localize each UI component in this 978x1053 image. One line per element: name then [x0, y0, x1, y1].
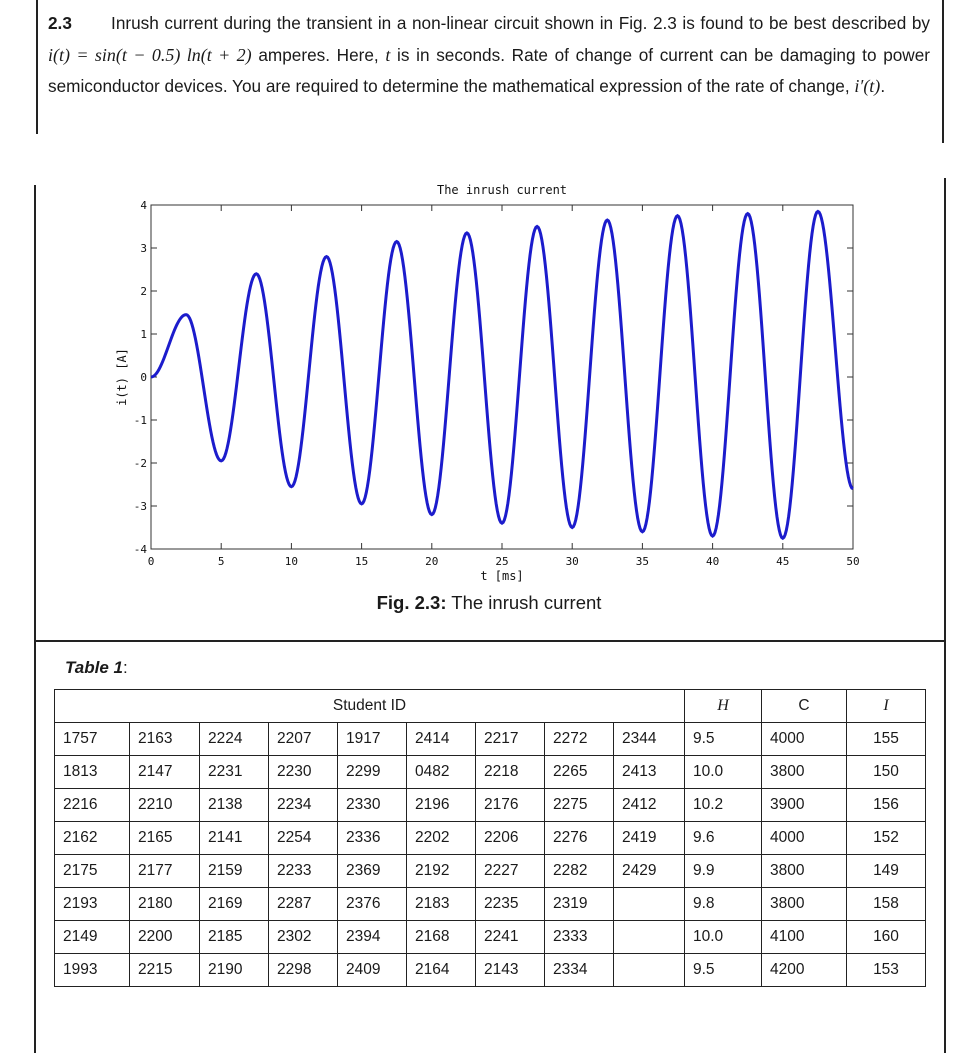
x-tick-label: 10	[284, 555, 299, 568]
student-id-cell: 2233	[269, 855, 338, 888]
table-header-row	[55, 690, 926, 723]
i-value-cell: 160	[847, 921, 926, 954]
h-value-cell: 9.9	[685, 855, 762, 888]
student-id-cell: 2206	[476, 822, 545, 855]
y-tick-label: 1	[140, 328, 147, 341]
table-row	[55, 888, 926, 921]
current-formula: i(t) = sin(t − 0.5) ln(t + 2)	[48, 44, 252, 65]
student-id-cell: 2141	[200, 822, 269, 855]
problem-number: 2.3	[48, 13, 72, 33]
h-value-cell: 9.8	[685, 888, 762, 921]
student-id-cell: 2164	[407, 954, 476, 987]
student-id-cell: 2254	[269, 822, 338, 855]
c-value-cell: 3800	[762, 756, 847, 789]
student-id-cell: 2210	[130, 789, 200, 822]
student-id-cell: 2241	[476, 921, 545, 954]
table-row	[55, 822, 926, 855]
x-tick-label: 0	[147, 555, 155, 568]
y-tick-label: -4	[133, 543, 147, 556]
student-id-cell: 2333	[545, 921, 614, 954]
h-value-cell: 10.0	[685, 921, 762, 954]
chart-title: The inrush current	[436, 183, 568, 197]
student-id-cell: 2165	[130, 822, 200, 855]
c-value-cell: 4000	[762, 723, 847, 756]
student-id-cell: 0482	[407, 756, 476, 789]
i-value-cell: 152	[847, 822, 926, 855]
problem-text-1: Inrush current during the transient in a non-linear circuit shown in Fig. 2.3 is found to be best described by	[111, 13, 931, 33]
student-id-cell: 2419	[614, 822, 685, 855]
student-id-cell: 2412	[614, 789, 685, 822]
h-value-cell: 9.5	[685, 723, 762, 756]
i-value-cell: 149	[847, 855, 926, 888]
student-id-cell: 2177	[130, 855, 200, 888]
student-id-cell: 2369	[338, 855, 407, 888]
student-id-cell: 2275	[545, 789, 614, 822]
i-value-cell: 155	[847, 723, 926, 756]
student-id-cell: 2217	[476, 723, 545, 756]
student-id-cell: 2180	[130, 888, 200, 921]
caption-label: Fig. 2.3:	[376, 592, 447, 613]
table-label-colon: :	[122, 658, 128, 677]
x-tick-label: 45	[776, 555, 790, 568]
i-value-cell: 150	[847, 756, 926, 789]
figure-caption	[0, 592, 978, 614]
student-id-cell: 1757	[55, 723, 130, 756]
table-row	[55, 756, 926, 789]
i-value-cell: 158	[847, 888, 926, 921]
h-value-cell: 9.6	[685, 822, 762, 855]
frame-left-mid	[34, 185, 36, 1053]
student-id-cell	[614, 921, 685, 954]
student-id-cell: 2193	[55, 888, 130, 921]
x-tick-label: 50	[846, 555, 860, 568]
student-id-cell: 2230	[269, 756, 338, 789]
student-id-cell: 1993	[55, 954, 130, 987]
problem-text-3: is in seconds. Rate of change of current can be damaging to power semiconductor devices. You are required to determine the mathematical expression of the rate of change,	[48, 44, 931, 96]
student-id-cell: 2143	[476, 954, 545, 987]
y-tick-label: 0	[140, 371, 147, 384]
student-id-cell: 2175	[55, 855, 130, 888]
frame-right-top	[942, 0, 944, 143]
y-tick-label: 2	[140, 285, 147, 298]
c-value-cell: 4000	[762, 822, 847, 855]
student-id-cell: 2414	[407, 723, 476, 756]
table-row	[55, 723, 926, 756]
student-id-cell: 2207	[269, 723, 338, 756]
c-value-cell: 3900	[762, 789, 847, 822]
student-id-cell: 2334	[545, 954, 614, 987]
student-id-cell: 2218	[476, 756, 545, 789]
student-id-cell: 2162	[55, 822, 130, 855]
student-id-cell: 1917	[338, 723, 407, 756]
student-id-cell: 2282	[545, 855, 614, 888]
problem-text-2: amperes. Here,	[251, 44, 386, 65]
header-h: H	[685, 690, 762, 723]
derivative-symbol: i′(t)	[854, 76, 881, 96]
student-id-cell: 2149	[55, 921, 130, 954]
y-tick-label: -3	[133, 500, 147, 513]
student-id-cell	[614, 954, 685, 987]
x-axis-label: t [ms]	[480, 569, 524, 583]
table-row	[55, 921, 926, 954]
h-value-cell: 10.2	[685, 789, 762, 822]
c-value-cell: 3800	[762, 888, 847, 921]
time-symbol: t	[385, 44, 391, 65]
student-parameter-table	[54, 689, 926, 987]
student-id-cell: 2216	[55, 789, 130, 822]
student-id-cell: 2272	[545, 723, 614, 756]
problem-statement	[48, 8, 930, 103]
student-id-cell: 2147	[130, 756, 200, 789]
student-id-cell: 2302	[269, 921, 338, 954]
header-c: C	[762, 690, 847, 723]
student-id-cell: 2429	[614, 855, 685, 888]
table-row	[55, 954, 926, 987]
y-tick-label: 3	[140, 242, 147, 255]
table-label	[65, 658, 128, 678]
student-id-cell: 2169	[200, 888, 269, 921]
student-id-cell: 2138	[200, 789, 269, 822]
student-id-cell: 2202	[407, 822, 476, 855]
student-id-cell: 2163	[130, 723, 200, 756]
frame-right-mid	[944, 178, 946, 1053]
x-tick-label: 30	[565, 555, 579, 568]
y-tick-label: 4	[140, 199, 147, 212]
student-id-cell: 2394	[338, 921, 407, 954]
table-label-text: Table 1	[65, 658, 123, 677]
y-tick-label: -1	[133, 414, 147, 427]
student-id-cell: 2176	[476, 789, 545, 822]
i-value-cell: 156	[847, 789, 926, 822]
student-id-cell: 1813	[55, 756, 130, 789]
student-id-cell: 2200	[130, 921, 200, 954]
student-id-cell: 2196	[407, 789, 476, 822]
student-id-cell: 2235	[476, 888, 545, 921]
student-id-cell: 2265	[545, 756, 614, 789]
x-tick-label: 35	[635, 555, 650, 568]
header-student-id: Student ID	[55, 690, 685, 723]
x-tick-label: 20	[425, 555, 439, 568]
y-tick-label: -2	[133, 457, 147, 470]
y-axis-label: i(t) [A]	[115, 348, 129, 406]
student-id-cell: 2409	[338, 954, 407, 987]
student-id-cell	[614, 888, 685, 921]
student-id-cell: 2190	[200, 954, 269, 987]
x-tick-label: 40	[705, 555, 720, 568]
student-id-cell: 2183	[407, 888, 476, 921]
student-id-cell: 2168	[407, 921, 476, 954]
student-id-cell: 2376	[338, 888, 407, 921]
student-id-cell: 2298	[269, 954, 338, 987]
x-tick-label: 5	[217, 555, 225, 568]
c-value-cell: 3800	[762, 855, 847, 888]
student-id-cell: 2330	[338, 789, 407, 822]
student-id-cell: 2224	[200, 723, 269, 756]
student-id-cell: 2192	[407, 855, 476, 888]
problem-text-4: .	[880, 76, 886, 96]
h-value-cell: 10.0	[685, 756, 762, 789]
student-id-cell: 2336	[338, 822, 407, 855]
frame-divider	[34, 640, 946, 642]
student-id-cell: 2319	[545, 888, 614, 921]
student-id-cell: 2231	[200, 756, 269, 789]
caption-text: The inrush current	[446, 592, 602, 613]
i-value-cell: 153	[847, 954, 926, 987]
student-id-cell: 2227	[476, 855, 545, 888]
student-id-cell: 2276	[545, 822, 614, 855]
table-row	[55, 855, 926, 888]
h-value-cell: 9.5	[685, 954, 762, 987]
c-value-cell: 4200	[762, 954, 847, 987]
c-value-cell: 4100	[762, 921, 847, 954]
x-tick-label: 15	[354, 555, 369, 568]
plot-area	[151, 205, 853, 549]
x-tick-label: 25	[495, 555, 509, 568]
inrush-current-chart	[100, 175, 880, 587]
student-id-cell: 2234	[269, 789, 338, 822]
student-id-cell: 2299	[338, 756, 407, 789]
student-id-cell: 2344	[614, 723, 685, 756]
student-id-cell: 2185	[200, 921, 269, 954]
header-i: I	[847, 690, 926, 723]
frame-left-top	[36, 0, 38, 134]
student-id-cell: 2159	[200, 855, 269, 888]
student-id-cell: 2413	[614, 756, 685, 789]
student-id-cell: 2287	[269, 888, 338, 921]
table-row	[55, 789, 926, 822]
student-id-cell: 2215	[130, 954, 200, 987]
